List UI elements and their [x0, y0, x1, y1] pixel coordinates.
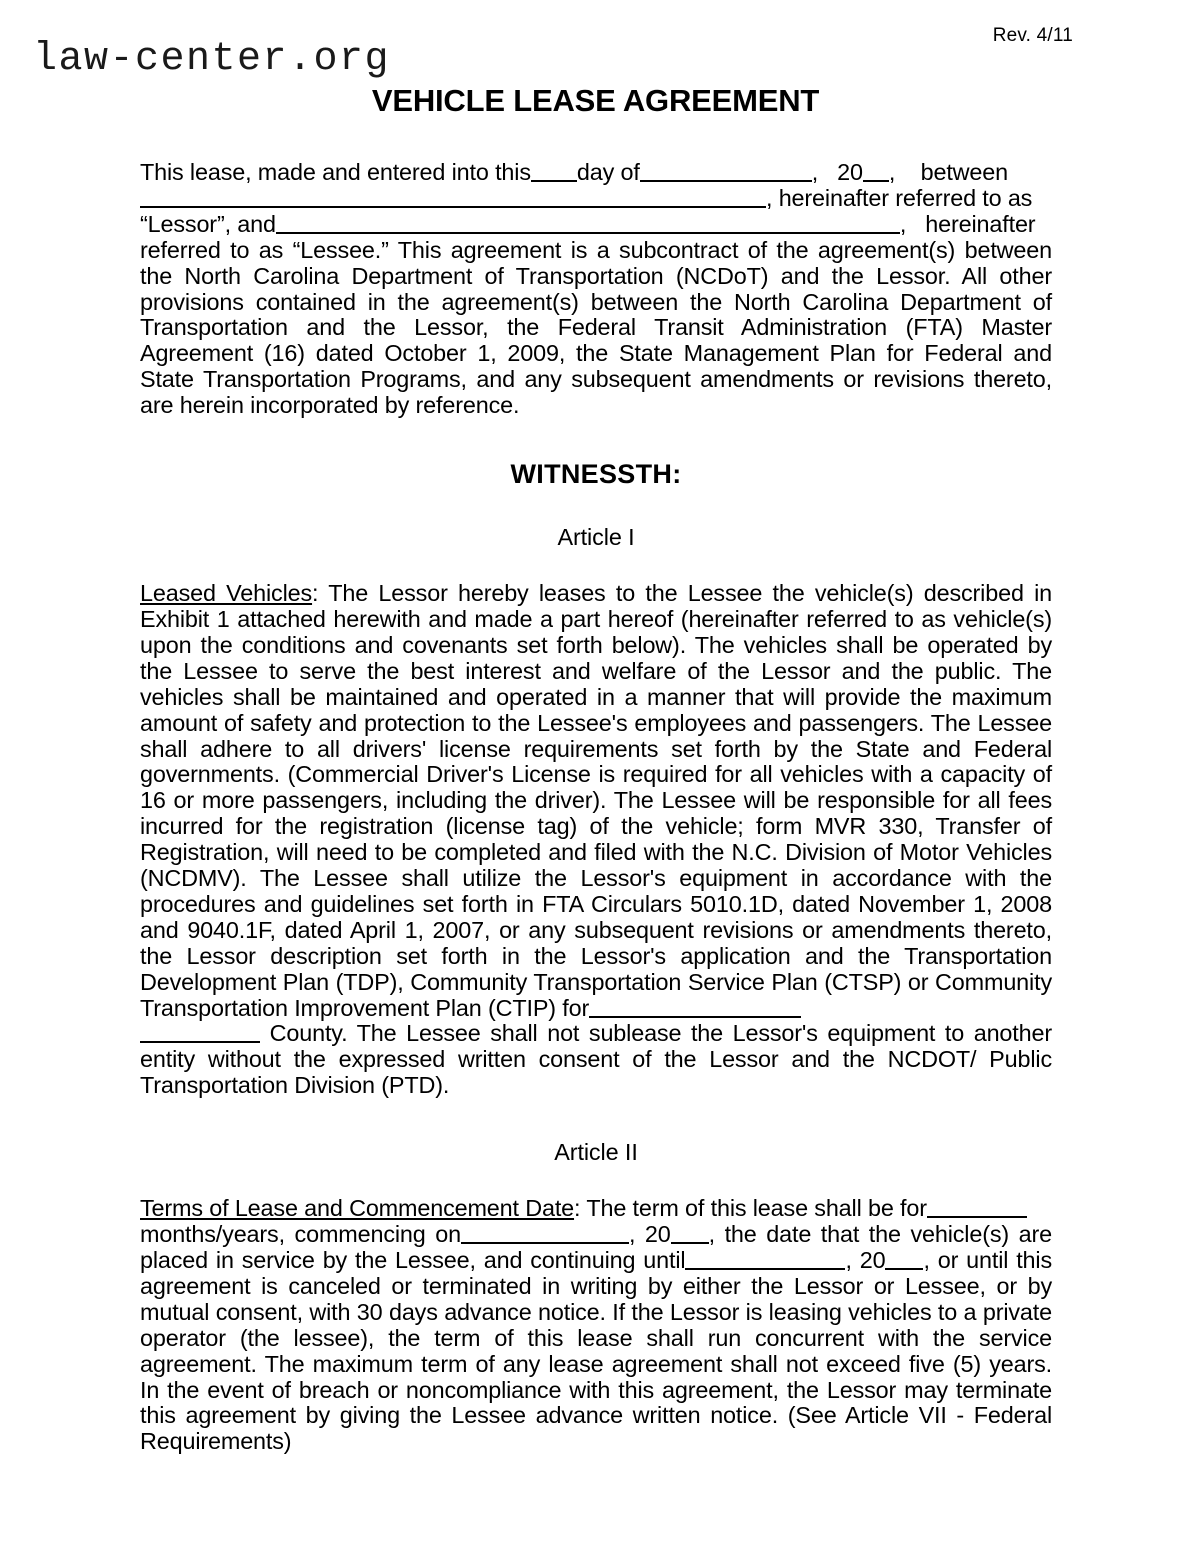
article-2-text-3: , 20	[628, 1221, 671, 1248]
article-2-paragraph	[140, 1196, 1052, 1455]
page-title: VEHICLE LEASE AGREEMENT	[371, 83, 820, 118]
article-2-colon: :	[574, 1195, 581, 1222]
year-blank-field[interactable]	[863, 163, 889, 182]
article-2-label: Article II	[554, 1139, 638, 1166]
intro-text-9: ,	[899, 210, 907, 237]
intro-text-7: , hereinafter referred to as	[766, 184, 1033, 211]
intro-text-8: “Lessor”, and	[140, 210, 276, 237]
intro-paragraph-continued: referred to as “Lessee.” This agreement is a subcontract of the agreement(s) between the North Carolina Department of Transportation (NCDoT) and the Lessor. All other provisions contained in the agreement(s) between the North Carolina Department of Transportation and the Lessor, the Federal Transit Administration (FTA) Master Agreement (16) dated October 1, 2009, the State Management Plan for Federal and State Transportation Programs, and any subsequent amendments or revisions thereto, are herein incorporated by reference.	[140, 236, 1052, 419]
article-1-colon: :	[312, 580, 319, 607]
spacer	[140, 1099, 1052, 1139]
witnessth-heading: WITNESSTH:	[510, 459, 682, 490]
revision-note: Rev. 4/11	[992, 25, 1073, 46]
end-date-blank-field[interactable]	[685, 1251, 845, 1270]
intro-text-5: ,	[888, 159, 896, 185]
commencement-date-blank-field[interactable]	[461, 1225, 629, 1244]
article-1-body-part-2: County. The Lessee shall not sublease the Lessor's equipment to another entity without the expressed written consent of the Lessor and the NCDOT/ Public Transportation Division (PTD).	[140, 1020, 1052, 1099]
article-2-text-6: , or until this agreement is canceled or terminated in writing by either the Lessor or Lessee, or by mutual consent, with 30 days advance notice. If the Lessor is leasing vehicles to a private operator (the lessee), the term of this lease shall run concurrent with the service agreement. The maximum term of any lease agreement shall not exceed five (5) years. In the event of breach or noncompliance with this agreement, the Lessor may terminate this agreement by giving the Lessee advance written notice. (See Article VII - Federal Requirements)	[140, 1247, 1053, 1455]
term-length-blank-field[interactable]	[927, 1199, 1027, 1218]
lessee-name-blank-field[interactable]	[276, 215, 900, 234]
county-blank-field-2[interactable]	[140, 1024, 260, 1043]
article-2-heading: Terms of Lease and Commencement Date	[140, 1195, 575, 1222]
spacer	[140, 551, 1052, 581]
intro-text-3: ,	[811, 159, 819, 185]
article-2-text-2: months/years, commencing on	[140, 1221, 461, 1248]
commencement-year-blank-field[interactable]	[671, 1225, 709, 1244]
intro-paragraph	[140, 160, 1052, 238]
intro-text-10: hereinafter	[925, 210, 1036, 237]
article-2-text-5: , 20	[845, 1247, 886, 1273]
spacer	[140, 1166, 1052, 1196]
spacer	[140, 490, 1052, 524]
spacer	[140, 419, 1052, 459]
year-prefix: 20	[837, 159, 863, 185]
intro-text-1: This lease, made and entered into this	[140, 159, 531, 185]
lessor-name-blank-field[interactable]	[140, 189, 766, 208]
month-blank-field[interactable]	[640, 163, 812, 182]
article-1-paragraph	[140, 581, 1052, 1099]
article-1-heading: Leased Vehicles	[140, 580, 313, 607]
article-2-text-1: The term of this lease shall be for	[580, 1195, 927, 1222]
intro-text-2: day of	[576, 159, 640, 185]
end-year-blank-field[interactable]	[885, 1251, 923, 1270]
article-1-body-part-1: The Lessor hereby leases to the Lessee the vehicle(s) described in Exhibit 1 attached herewith and made a part hereof (hereinafter referred to as vehicle(s) upon the conditions and covenants set forth below). The vehicles shall be operated by the Lessee to serve the best interest and welfare of the Lessor and the public. The vehicles shall be maintained and operated in a manner that will provide the maximum amount of safety and protection to the Lessee's employees and passengers. The Lessee shall adhere to all drivers' license requirements set forth by the State and Federal governments. (Commercial Driver's License is required for all vehicles with a capacity of 16 or more passengers, including the driver). The Lessee will be responsible for all fees incurred for the registration (license tag) of the vehicle; form MVR 330, Transfer of Registration, will need to be completed and filed with the N.C. Division of Motor Vehicles (NCDMV). The Lessee shall utilize the Lessor's equipment in accordance with the procedures and guidelines set forth in FTA Circulars 5010.1D, dated November 1, 2008 and 9040.1F, dated April 1, 2007, or any subsequent revisions or amendments thereto, the Lessor description set forth in the Lessor's application and the Transportation Development Plan (TDP), Community Transportation Service Plan (CTSP) or Community Transportation Improvement Plan (CTIP) for	[140, 580, 1052, 1021]
county-blank-field-1[interactable]	[589, 999, 801, 1018]
site-logo-watermark: law-center.org	[33, 37, 391, 82]
article-2-text-4: , the date that the vehicle(s) are placed in service by the Lessee, and continuing until	[140, 1221, 1052, 1273]
document-body	[140, 160, 1052, 1455]
day-blank-field[interactable]	[531, 163, 577, 182]
intro-text-6: between	[920, 159, 1008, 185]
article-1-label: Article I	[557, 524, 635, 551]
